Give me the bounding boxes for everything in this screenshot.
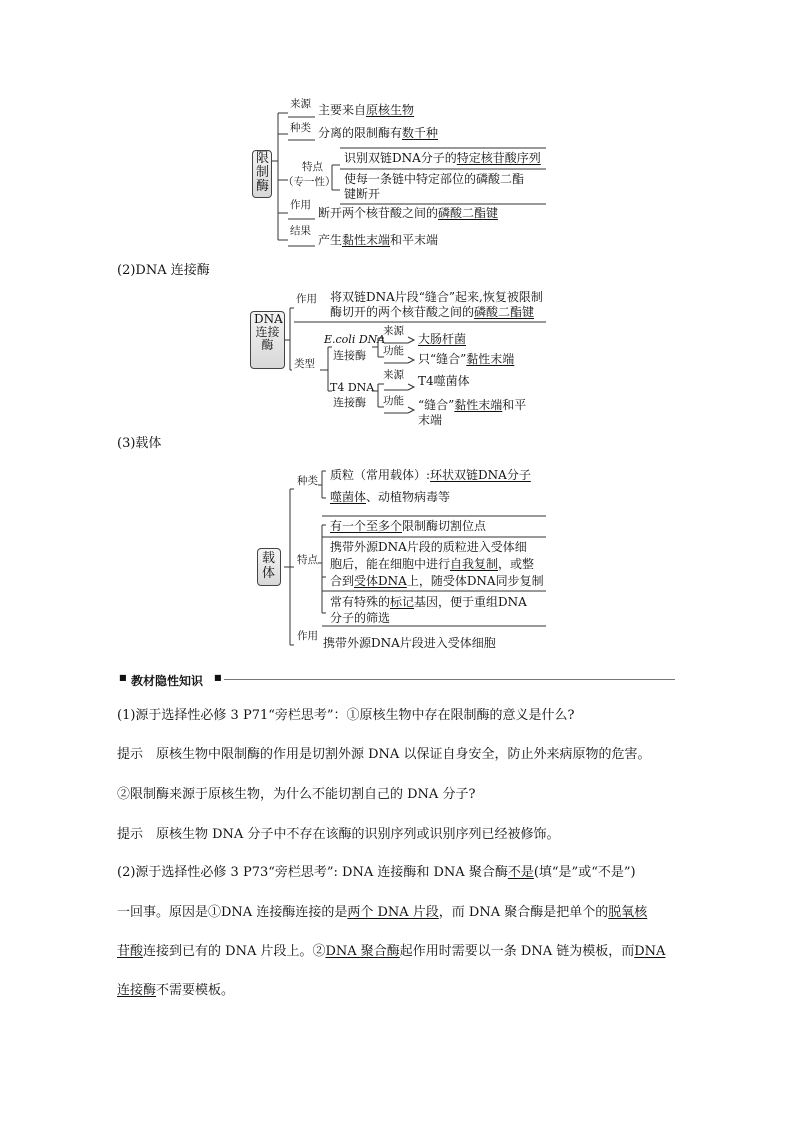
vector-box-text: 载体 xyxy=(262,551,276,581)
paragraph-3-line3: 苷酸连接到已有的 DNA 片段上。②DNA 聚合酶起作用时需要以一条 DNA 链为模板，而DNA xyxy=(117,944,666,959)
ecoli-ligase-name: E.coli DNA xyxy=(324,333,386,346)
restriction-kind: 分离的限制酶有数千种 xyxy=(318,126,439,140)
ecoli-func: 只“缝合”黏性末端 xyxy=(418,352,515,366)
vector-feature-3-line1: 常有特殊的标记基因，便于重组DNA xyxy=(330,595,527,609)
ecoli-source: 大肠杆菌 xyxy=(418,332,467,346)
answer-1: 提示 原核生物中限制酶的作用是切割外源 DNA 以保证自身安全，防止外来病原物的危害。 xyxy=(117,747,651,762)
t4-func-line1: “缝合”黏性末端和平 xyxy=(418,398,527,412)
label-feature: 特点 xyxy=(302,161,323,173)
ligase-label-type: 类型 xyxy=(294,358,315,370)
vector-kind-1: 质粒（常用载体）:环状双链DNA分子 xyxy=(330,468,531,482)
vector-label-feature: 特点 xyxy=(297,554,318,566)
label-result: 结果 xyxy=(290,225,311,237)
t4-ligase-line2: 连接酶 xyxy=(333,396,366,409)
vector-feature-3-line2: 分子的筛选 xyxy=(330,611,391,625)
vector-feature-1: 有一个至多个限制酶切割位点 xyxy=(330,519,487,533)
paragraph-3-line1: (2)源于选择性必修 3 P73“旁栏思考”: DNA 连接酶和 DNA 聚合酶不是(填“是”或“不是”) xyxy=(117,865,636,880)
vector-kind-2: 噬菌体、动植物病毒等 xyxy=(330,490,451,504)
ligase-heading: (2)DNA 连接酶 xyxy=(117,263,210,278)
vector-function: 携带外源DNA片段进入受体细胞 xyxy=(323,636,496,650)
restriction-function: 断开两个核苷酸之间的磷酸二酯键 xyxy=(318,206,499,220)
vector-label-kind: 种类 xyxy=(297,475,318,487)
restriction-enzyme-box-text: 限制酶 xyxy=(256,151,270,194)
vector-feature-2-line3: 合到受体DNA上，随受体DNA同步复制 xyxy=(330,574,544,588)
t4-source: T4噬菌体 xyxy=(418,374,470,388)
vector-feature-2-line2: 胞后，能在细胞中进行自我复制，或整 xyxy=(330,557,535,571)
answer-2: 提示 原核生物 DNA 分子中不存在该酶的识别序列或识别序列已经被修饰。 xyxy=(117,827,560,842)
paragraph-3-line2: 一回事。原因是①DNA 连接酶连接的是两个 DNA 片段，而 DNA 聚合酶是把单个的脱氧核 xyxy=(117,905,648,920)
section-title: 教材隐性知识 xyxy=(131,674,204,688)
vector-heading: (3)载体 xyxy=(117,436,162,451)
ligase-function-line1: 将双链DNA片段“缝合”起来,恢复被限制 xyxy=(330,290,543,304)
restriction-source: 主要来自原核生物 xyxy=(318,103,415,117)
ligase-box-text: DNA连接酶 xyxy=(254,312,283,352)
t4-label-func: 功能 xyxy=(383,395,404,407)
section-bullet-left: ■ xyxy=(119,673,127,682)
ecoli-ligase-line2: 连接酶 xyxy=(333,349,366,362)
ligase-function-line2: 酶切开的两个核苷酸之间的磷酸二酯键 xyxy=(330,305,535,319)
t4-ligase-line1: T4 DNA xyxy=(330,381,375,394)
question-1: (1)源于选择性必修 3 P71“旁栏思考”：①原核生物中存在限制酶的意义是什么? xyxy=(117,708,575,723)
ligase-label-function: 作用 xyxy=(296,293,317,305)
restriction-feature-2-line2: 键断开 xyxy=(344,187,381,201)
restriction-feature-1: 识别双链DNA分子的特定核苷酸序列 xyxy=(344,151,541,165)
paragraph-3-line4: 连接酶不需要模板。 xyxy=(117,983,235,998)
label-function: 作用 xyxy=(290,199,311,211)
ecoli-label-source: 来源 xyxy=(383,325,404,337)
restriction-feature-2-line1: 使每一条链中特定部位的磷酸二酯 xyxy=(344,172,525,186)
label-source: 来源 xyxy=(290,98,311,110)
vector-feature-2-line1: 携带外源DNA片段的质粒进入受体细 xyxy=(330,540,527,554)
vector-label-function: 作用 xyxy=(297,630,318,642)
label-kind: 种类 xyxy=(290,122,311,134)
t4-func-line2: 末端 xyxy=(418,413,443,427)
t4-label-source: 来源 xyxy=(383,369,404,381)
ecoli-label-func: 功能 xyxy=(383,345,404,357)
section-bullet-right: ■ xyxy=(214,673,222,682)
ecoli-ligase-line1 xyxy=(324,334,385,345)
restriction-result: 产生黏性末端和平末端 xyxy=(318,233,439,247)
label-feature-sub: （专一性） xyxy=(283,176,336,188)
section-rule xyxy=(224,679,675,680)
question-2: ②限制酶来源于原核生物，为什么不能切割自己的 DNA 分子? xyxy=(117,787,476,802)
